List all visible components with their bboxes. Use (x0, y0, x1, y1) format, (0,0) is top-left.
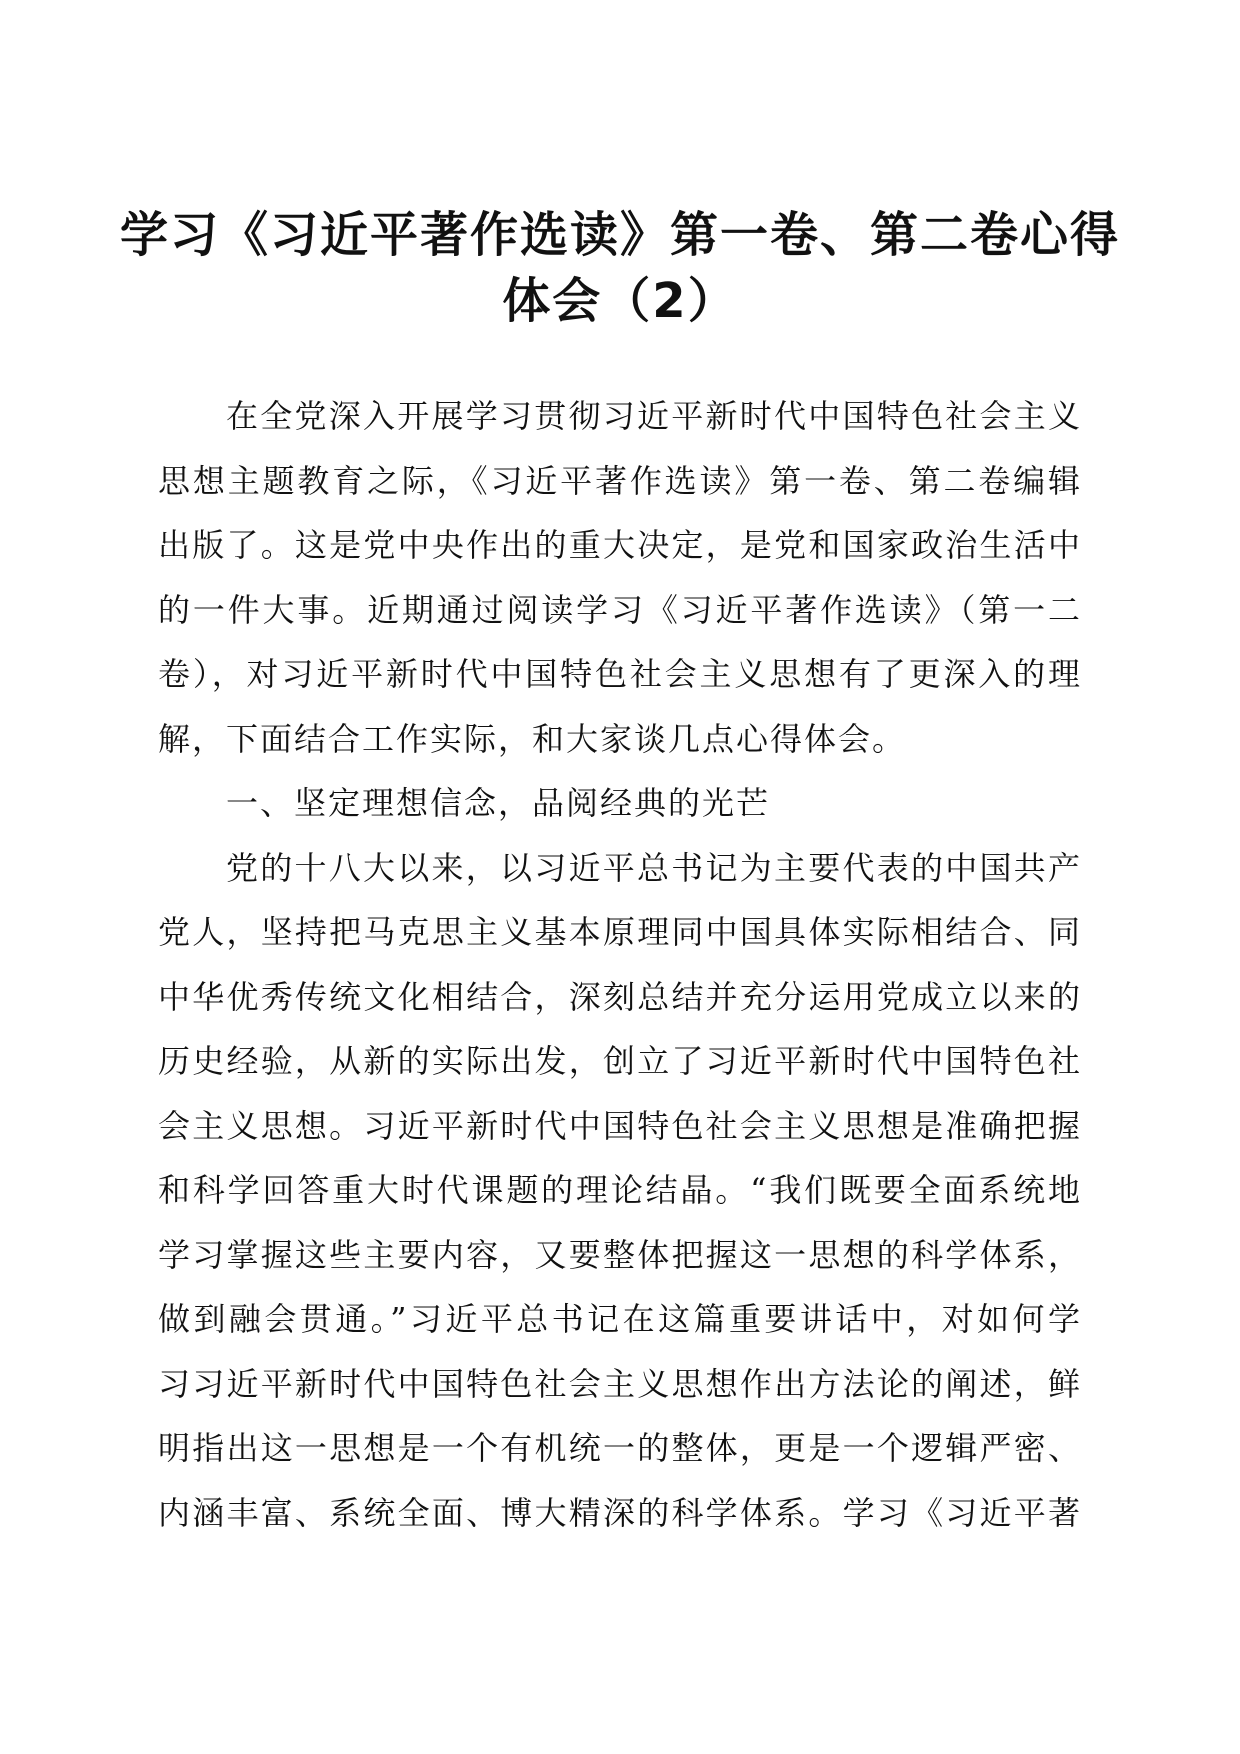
paragraph-intro (158, 384, 1082, 771)
paragraph-line: 党人，坚持把马克思主义基本原理同中国具体实际相结合、同 (158, 913, 1082, 951)
paragraph-line: 历史经验，从新的实际出发，创立了习近平新时代中国特色社 (158, 1042, 1082, 1080)
paragraph-line: 解，下面结合工作实际，和大家谈几点心得体会。 (158, 719, 907, 758)
section-heading-1 (158, 771, 1082, 836)
paragraph-line: 和科学回答重大时代课题的理论结晶。“我们既要全面系统地 (158, 1171, 1082, 1209)
paragraph-line: 思想主题教育之际，《习近平著作选读》第一卷、第二卷编辑 (158, 461, 1082, 500)
title-line-1: 学习《习近平著作选读》第一卷、第二卷心得 (120, 207, 1121, 263)
paragraph-line: 党的十八大以来，以习近平总书记为主要代表的中国共产 (226, 848, 1082, 887)
paragraph-line: 卷），对习近平新时代中国特色社会主义思想有了更深入的理 (158, 655, 1082, 693)
paragraph-line: 会主义思想。习近平新时代中国特色社会主义思想是准确把握 (158, 1106, 1082, 1145)
paragraph-line: 习习近平新时代中国特色社会主义思想作出方法论的阐述，鲜 (158, 1364, 1082, 1403)
paragraph-line: 学习掌握这些主要内容，又要整体把握这一思想的科学体系， (158, 1235, 1082, 1274)
paragraph-section-1 (158, 836, 1082, 1546)
paragraph-line: 在全党深入开展学习贯彻习近平新时代中国特色社会主义 (226, 397, 1082, 435)
paragraph-line: 内涵丰富、系统全面、博大精深的科学体系。学习《习近平著 (158, 1493, 1082, 1532)
document-title (120, 202, 1120, 334)
paragraph-line: 做到融会贯通。”习近平总书记在这篇重要讲话中，对如何学 (158, 1300, 1082, 1338)
document-body (158, 384, 1082, 1545)
section-heading-text: 一、坚定理想信念，品阅经典的光芒 (226, 784, 771, 822)
paragraph-line: 出版了。这是党中央作出的重大决定，是党和国家政治生活中 (158, 526, 1082, 564)
paragraph-line: 的一件大事。近期通过阅读学习《习近平著作选读》（第一二 (158, 590, 1082, 629)
paragraph-line: 中华优秀传统文化相结合，深刻总结并充分运用党成立以来的 (158, 977, 1082, 1016)
paragraph-line: 明指出这一思想是一个有机统一的整体，更是一个逻辑严密、 (158, 1429, 1082, 1467)
title-line-2: 体会（2） (502, 273, 738, 329)
